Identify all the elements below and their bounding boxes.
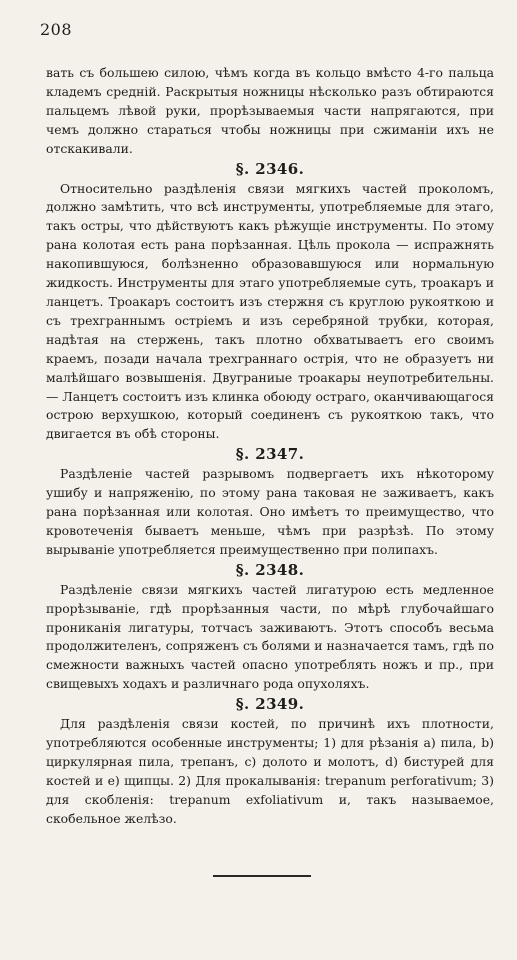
paragraph: вать съ большею силою, чѣмъ когда въ кольцо вмѣсто 4-го пальца кладемъ средній. Раскрытыя ножницы нѣсколько разъ обтираются пальцемъ лѣвой руки, прорѣзываемыя части напрягаются, при чемъ должно стараться чтобы ножницы при сжиманіи ихъ не отскакивали. <box>46 65 494 156</box>
paragraph: Относительно раздѣленія связи мягкихъ частей проколомъ, должно замѣтить, что всѣ инструменты, употребляемые для этаго, такъ остры, что дѣйствуютъ какъ рѣжущіе инструменты. По этому рана колотая есть рана порѣзанная. Цѣль прокола — испражнять накопившуюся, болѣзненно образовавшуюся или нормальную жидкость. Инструменты для этаго употребляемые суть, троакаръ и ланцетъ. Троакаръ состоитъ изъ стержня съ круглою рукояткою и съ трехграннымъ остріемъ и изъ серебряной трубки, которая, надѣтая на стержень, такъ плотно обхватываетъ его своимъ краемъ, позади начала трехграннаго острія, что не образуетъ ни малѣйшаго возвышенія. Двуграниые троакары неупотребительны. — Ланцетъ состоитъ изъ клинка обоюду остраго, оканчивающагося острою верхушкою, который соединенъ съ рукояткою такъ, что двигается въ обѣ стороны. <box>46 180 494 442</box>
page-number: 208 <box>40 20 73 39</box>
section-heading: §. 2346. <box>235 159 305 178</box>
section-heading: §. 2348. <box>235 560 305 579</box>
end-rule <box>213 875 311 877</box>
section-heading: §. 2349. <box>235 695 305 714</box>
page-body <box>46 64 494 829</box>
paragraph: Для раздѣленія связи костей, по причинѣ ихъ плотности, употребляются особенные инструменты; 1) для рѣзанія а) пила, b) циркулярная пила, трепанъ, с) долото и молотъ, d) бистурей для костей и е) щипцы. 2) Для прокалыванія: trepanum perforativum; 3) для скобленія: trepanum exfoliativum и, такъ называемое, скобельное желѣзо. <box>46 716 494 826</box>
paragraph: Раздѣленіе частей разрывомъ подвергаетъ ихъ нѣкоторому ушибу и напряженію, по этому рана таковая не заживаетъ, какъ рана порѣзанная или колотая. Оно имѣетъ то преимущество, что кровотеченія бываетъ меньше, чѣмъ при разрѣзѣ. По этому вырываніе употребляется преимущественно при полипахъ. <box>46 466 494 557</box>
section-heading: §. 2347. <box>235 445 305 464</box>
paragraph: Раздѣленіе связи мягкихъ частей лигатурою есть медленное прорѣзываніе, гдѣ прорѣзанныя части, по мѣрѣ глубочайшаго прониканія лигатуры, тотчасъ заживаютъ. Этотъ способъ весьма продолжителенъ, сопряженъ съ болями и назначается тамъ, гдѣ по смежности важныхъ частей опасно употреблять ножъ и пр., при свищевыхъ ходахъ и различнаго рода опухоляхъ. <box>46 581 494 692</box>
